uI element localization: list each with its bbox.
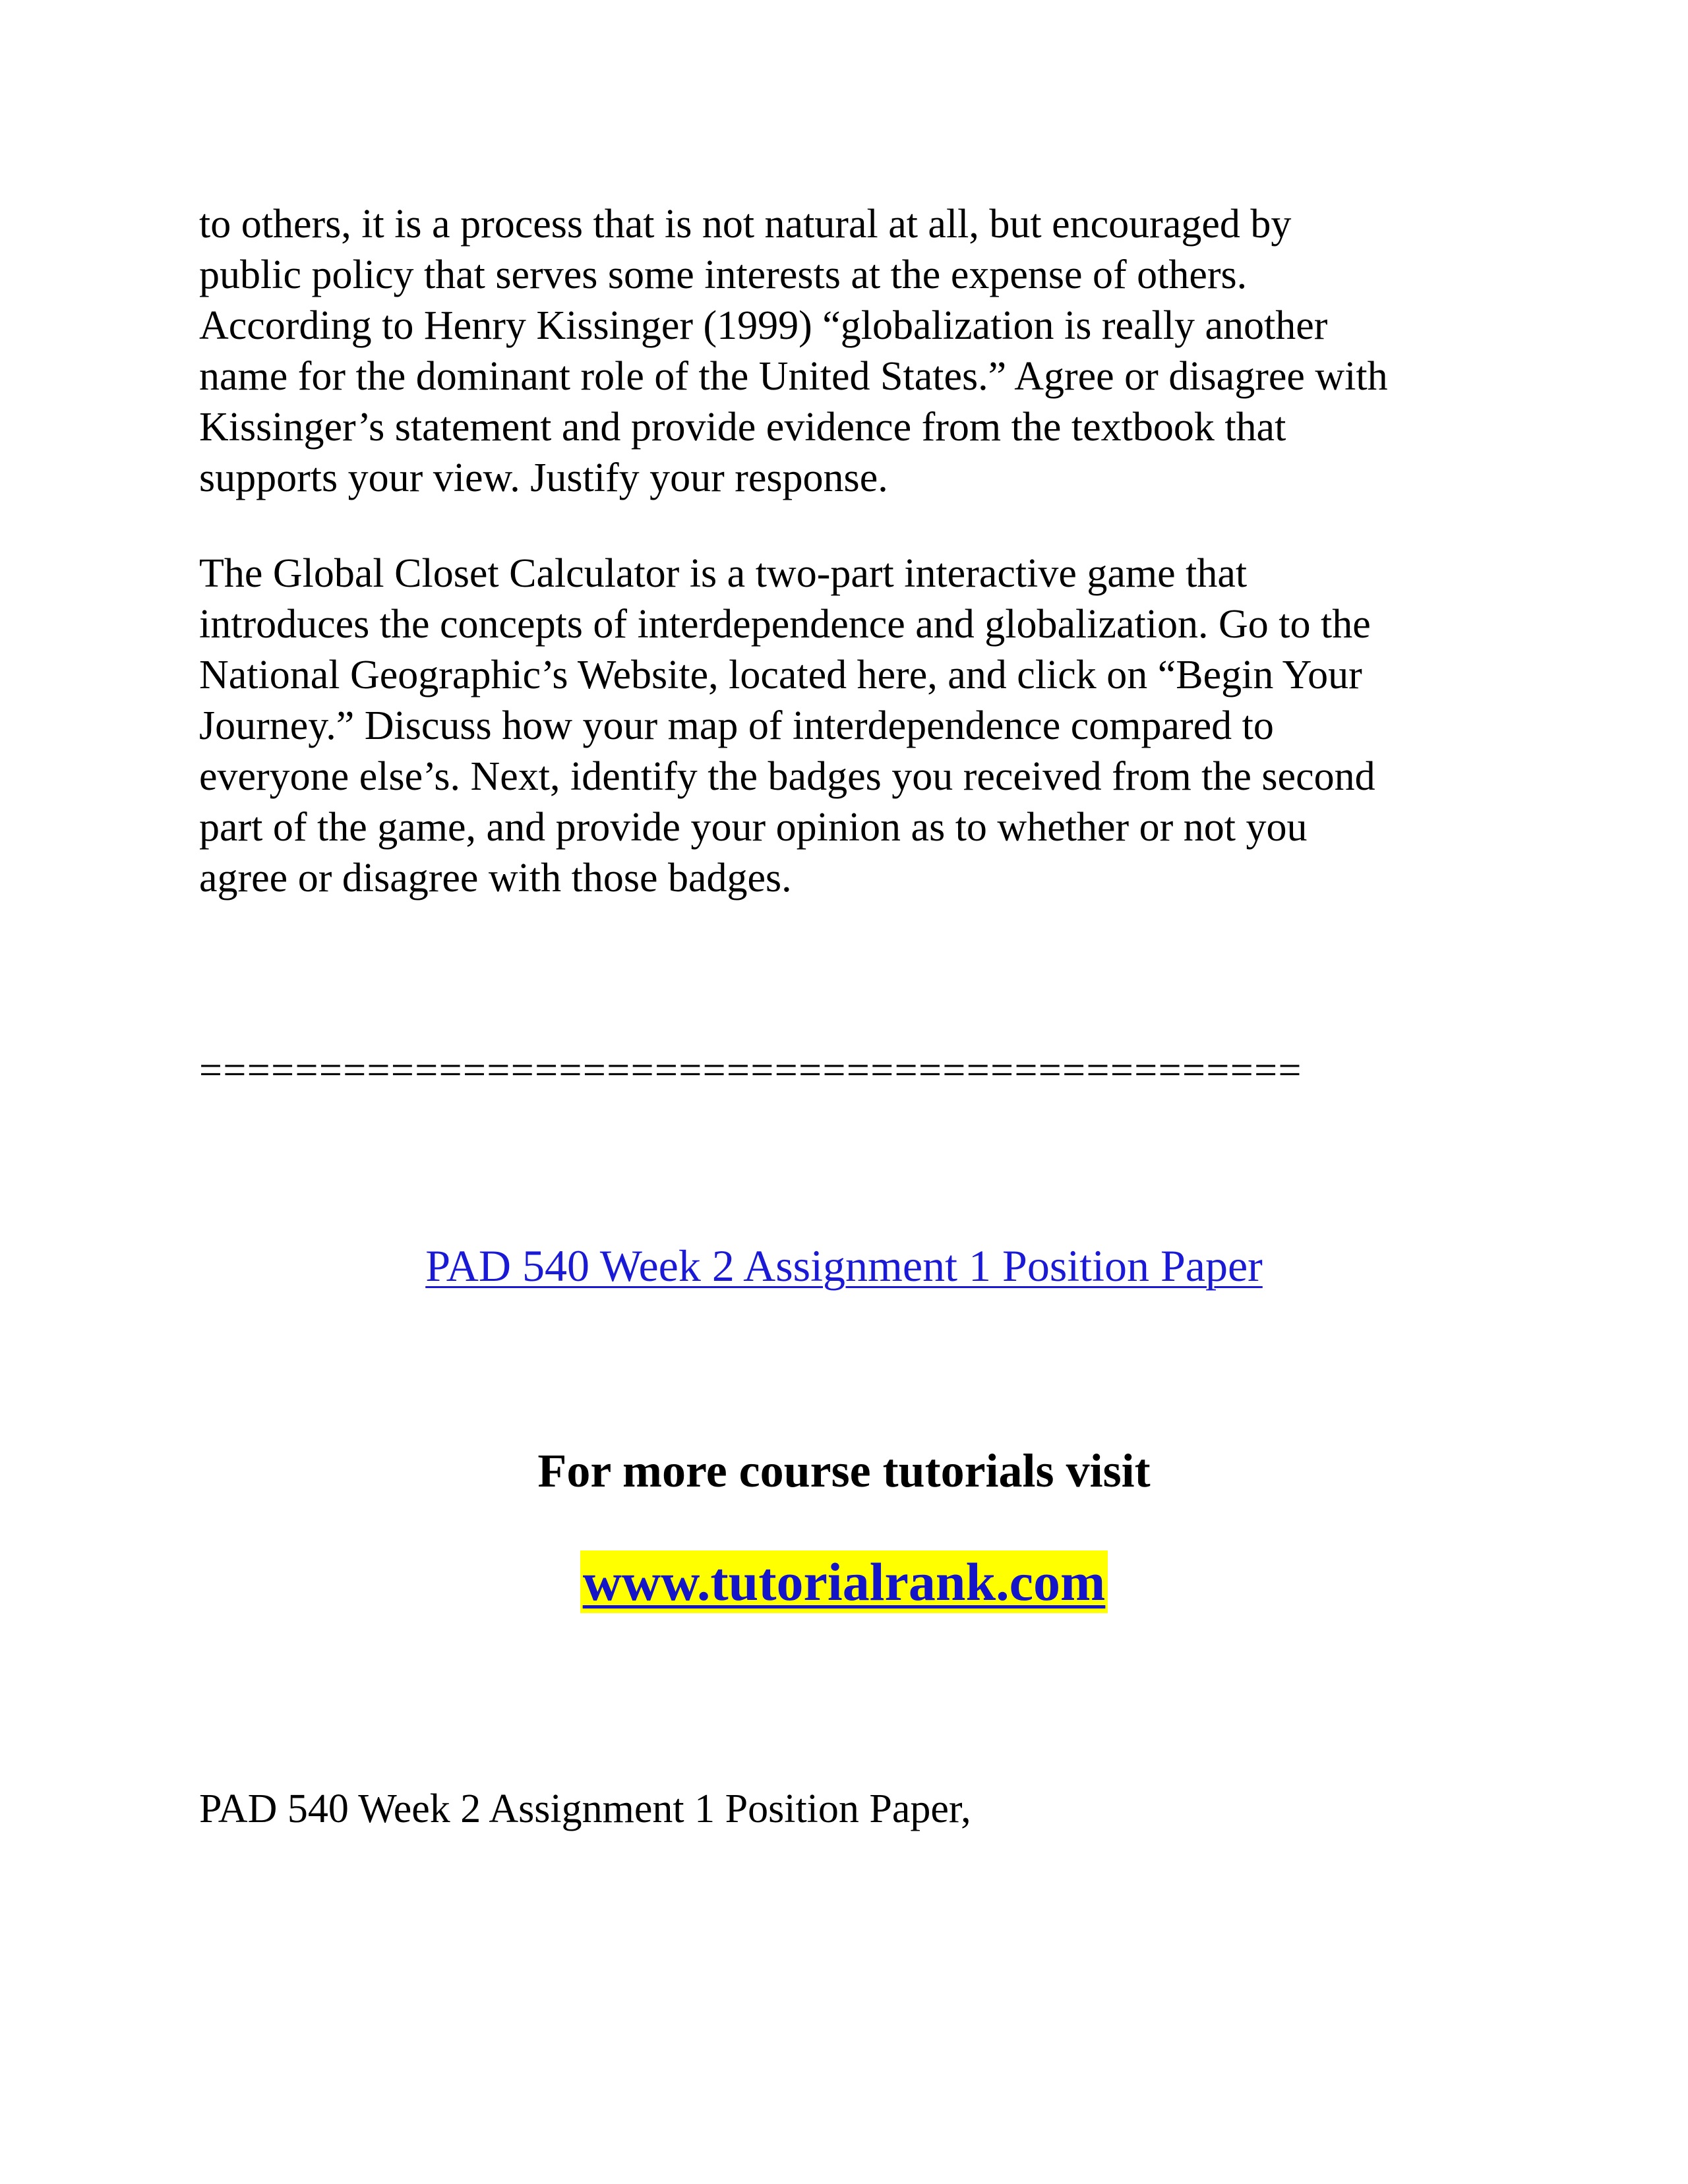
text-line: agree or disagree with those badges. [199,856,792,900]
site-link-heading [0,1549,1688,1615]
text-line: public policy that serves some interests at the expense of others. [199,252,1248,297]
text-line: Kissinger’s statement and provide evidence from the textbook that [199,405,1286,450]
text-line: supports your view. Justify your response. [199,456,888,500]
text-line: National Geographic’s Website, located here, and click on “Begin Your [199,653,1362,697]
game-paragraph [199,548,1518,904]
text-line: introduces the concepts of interdependence and globalization. Go to the [199,602,1371,647]
text-line: The Global Closet Calculator is a two-part interactive game that [199,551,1248,596]
visit-heading: For more course tutorials visit [537,1444,1151,1497]
course-link[interactable]: PAD 540 Week 2 Assignment 1 Position Paper [425,1241,1263,1291]
site-link[interactable]: www.tutorialrank.com [580,1550,1108,1613]
course-link-heading [0,1238,1688,1293]
separator-line: ============================================== [199,1048,1302,1093]
text-line: to others, it is a process that is not natural at all, but encouraged by [199,202,1292,247]
text-line: According to Henry Kissinger (1999) “globalization is really another [199,303,1328,348]
question-paragraph [199,199,1518,504]
text-line: everyone else’s. Next, identify the badges you received from the second [199,754,1375,799]
text-line: Journey.” Discuss how your map of interdependence compared to [199,703,1274,748]
text-line: name for the dominant role of the United States.” Agree or disagree with [199,354,1388,399]
footer-title: PAD 540 Week 2 Assignment 1 Position Paper, [199,1786,971,1831]
text-line: part of the game, and provide your opinion as to whether or not you [199,805,1308,850]
